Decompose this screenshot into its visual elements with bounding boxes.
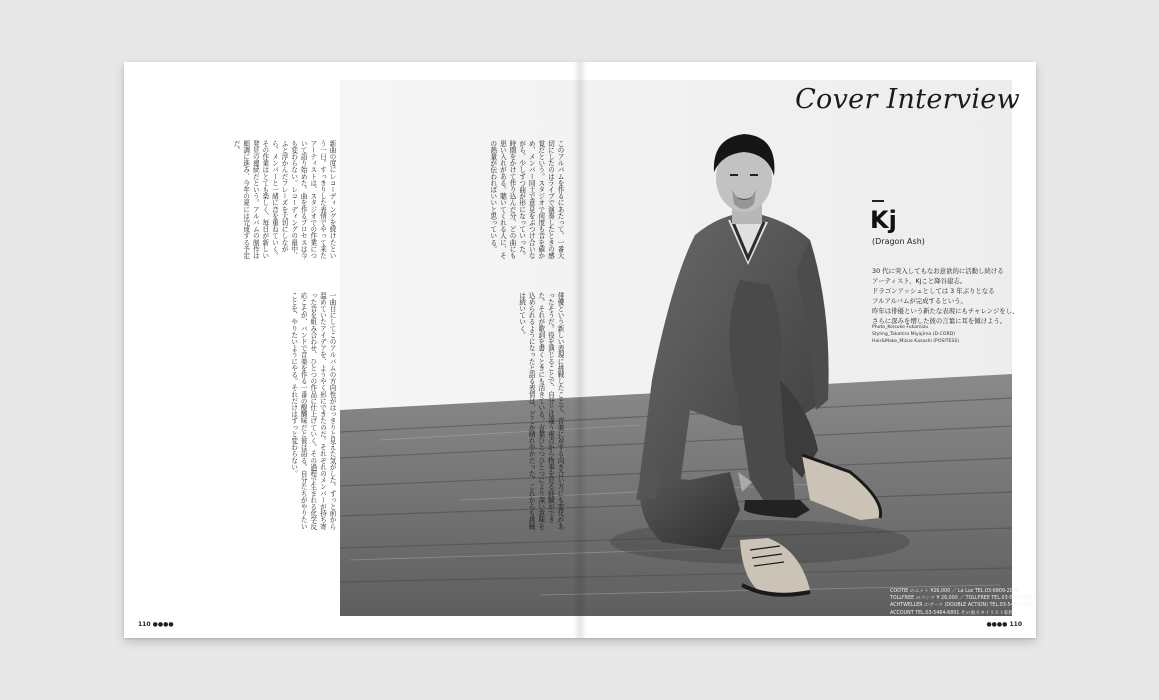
page-number-left: 110 ●●●● bbox=[138, 621, 174, 628]
shop-credit-line: ACCOUNT TEL.03-5464-6891 その他スタイリスト私物 bbox=[890, 610, 1014, 616]
credit-line: Hair&Make_Mizue Kasashi (POSITESS) bbox=[872, 339, 960, 344]
photo-credits bbox=[872, 324, 959, 345]
lead-line: フルアルバムが完成するという。 bbox=[872, 297, 967, 305]
body-text-left-upper: 新曲の度にレコーディングを続けたという一日。すっきりした表情でやって来たアーティストは、スタジオでの作業について語り始めた。曲を作るプロセスは今も変わらない。レコーディングの最中、ふと浮かんだフレーズを大切にしながら、メンバーと一緒に音を重ねていく。その作業はとても楽しく、毎日が新しい発見の連続だという。アルバムの制作は順調に進み、今年の夏には完成する予定だ。 bbox=[232, 140, 336, 259]
lead-paragraph bbox=[872, 266, 1042, 326]
lead-line: ドラゴンアッシュとしては 3 年ぶりとなる bbox=[872, 287, 995, 295]
magazine-spread bbox=[124, 62, 1036, 638]
shop-credits bbox=[890, 588, 1036, 617]
lead-line: さらに深みを増した彼の言葉に耳を傾けよう。 bbox=[872, 317, 1007, 325]
lead-line: アーティスト、Kjこと降谷建志。 bbox=[872, 277, 967, 285]
lead-line: 昨年は俳優という新たな表現にもチャレンジをし、 bbox=[872, 307, 1019, 315]
shop-credit-line: ACHTWELLER のブーツ (DOUBLE ACTION) TEL.03-5456-0851 bbox=[890, 603, 1034, 609]
shop-credit-line: COOTIE のニット ¥26,000 ／ La Luz TEL.03-6809-2086 bbox=[890, 589, 1019, 594]
artist-name: Kj bbox=[870, 206, 897, 234]
band-name: (Dragon Ash) bbox=[872, 237, 925, 246]
credit-line: Styling_Takahiro Miyajima (D-CORD) bbox=[872, 332, 956, 337]
shop-credit-line: TOLLFREE のパンツ ¥ 26,000 ／ TOLLFREE TEL.03-5770-2519 bbox=[890, 596, 1036, 602]
credit-line: Photo_Keisuke Fukamizu bbox=[872, 325, 929, 330]
body-text-center-upper: このアルバムを作るにあたって、一番大切にしたのはライブで演奏したときの感覚だという。スタジオで何度も音を確かめ、メンバー同士で意見をぶつけ合いながら、少しずつ曲が形になっていった。時間をかけて作り込んだ分、どの曲にも思い入れがある。聴いてくれる人に、その熱量が伝わればいいと思っている。 bbox=[488, 140, 564, 259]
body-text-left-lower: 一曲目にしてこのアルバムの方向性がはっきりと見えた気がした。ずっと前から温めていたアイデアを、ようやく形にできたのだ。それぞれのメンバーが持ち寄った音を組み合わせ、ひとつの作品に仕上げていく。その過程で生まれる化学反応こそが、バンドで音楽を作る一番の醍醐味だと彼は語る。自分たちがやりたいことを、やりたいようにやる。それだけはずっと変わらない。 bbox=[289, 292, 336, 530]
lead-line: 30 代に突入してもなお意欲的に活動し続ける bbox=[872, 267, 1004, 275]
page-number-right: ●●●● 110 bbox=[986, 621, 1022, 628]
body-text-center-lower: 俳優という新しい表現に挑戦したことで、音楽に対する向き合い方にも変化があったそうだ。役を演じることで、自分とは違う視点から物事を見る経験ができた。それが歌詞を書くときにも活きている。言葉ひとつひとつにより深い意味を込められるようになったと語る表情は、どこか晴れやかだった。これからも挑戦は続いていく。 bbox=[517, 292, 564, 530]
title-dash bbox=[872, 200, 884, 202]
cover-interview-title: Cover Interview bbox=[795, 84, 1020, 115]
